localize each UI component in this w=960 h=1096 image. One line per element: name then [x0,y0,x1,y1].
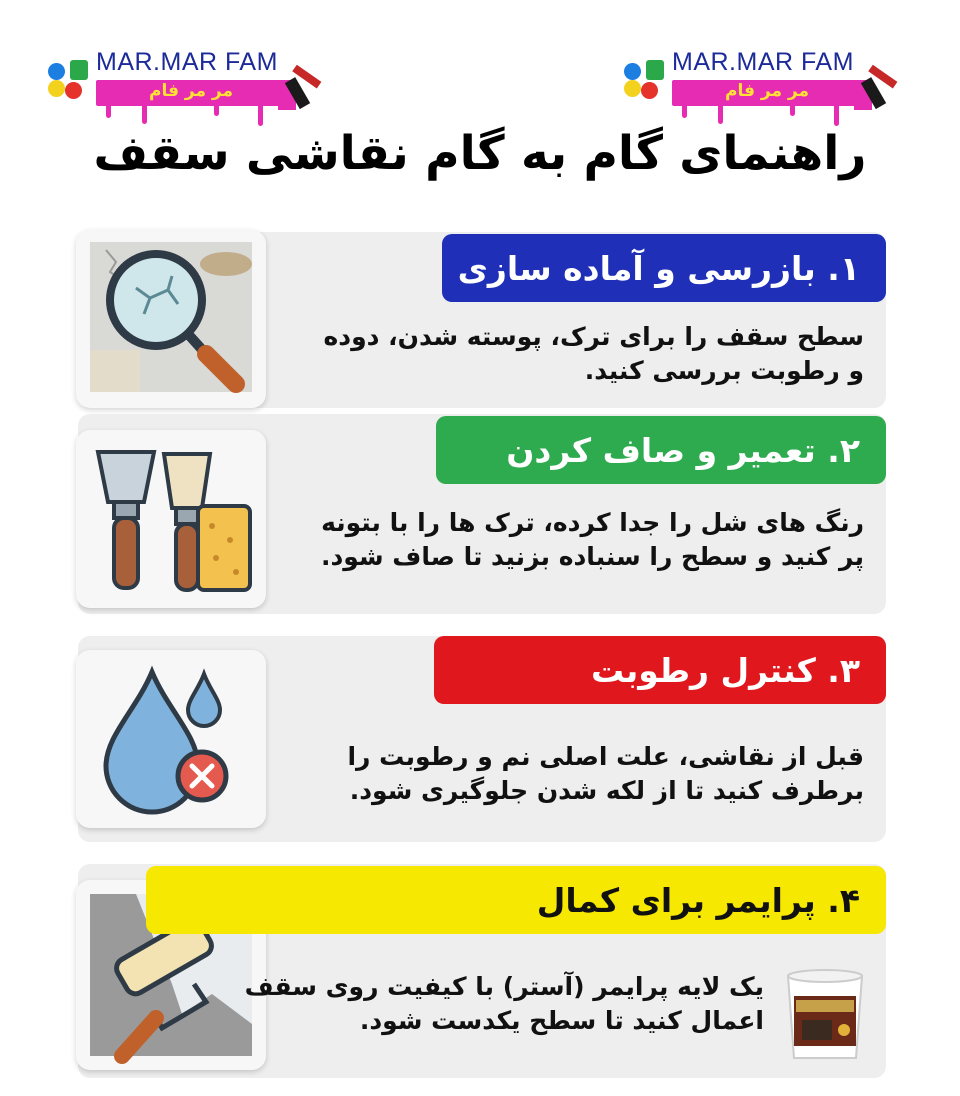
putty-knife-sponge-icon [76,430,266,608]
step-heading-text-1: ۱. بازرسی و آماده سازی [457,248,860,288]
logo-brand-text: MAR.MAR FAM [672,48,854,76]
logo-dots-icon [48,60,88,100]
step-heading-3 [434,636,886,704]
logo-brand-text: MAR.MAR FAM [96,48,278,76]
step-description-1 [324,320,864,388]
step-icon-box-2 [76,430,266,608]
water-drop-cancel-icon [76,650,266,828]
step-icon-box-1 [76,230,266,408]
logo-persian-text: مر مر فام [148,81,233,101]
step-description-line: پر کنید و سطح را سنباده بزنید تا صاف شود. [320,542,864,571]
magnifier-crack-icon [76,230,266,408]
paint-brush-icon [852,54,912,110]
step-heading-4 [146,866,886,934]
step-description-line: برطرف کنید تا از لکه شدن جلوگیری شود. [349,776,864,805]
step-description-3 [347,740,864,808]
step-heading-text-3: ۳. کنترل رطوبت [590,650,860,690]
step-description-line: و رطوبت بررسی کنید. [584,356,864,385]
paint-brush-icon [276,54,336,110]
step-description-line: قبل از نقاشی، علت اصلی نم و رطوبت را [347,742,864,771]
page-title: راهنمای گام به گام نقاشی سقف [93,126,867,181]
step-description-line: یک لایه پرایمر (آستر) با کیفیت روی سقف [244,972,764,1001]
step-description-4 [245,970,764,1038]
brand-logo-right [620,48,920,128]
logo-persian-bar [96,80,286,106]
step-heading-1 [442,234,886,302]
step-description-line: رنگ های شل را جدا کرده، ترک ها را با بتونه [321,508,864,537]
step-heading-text-2: ۲. تعمیر و صاف کردن [506,430,860,470]
step-description-2 [321,506,864,574]
step-heading-2 [436,416,886,484]
step-description-line: سطح سقف را برای ترک، پوسته شدن، دوده [323,322,864,351]
step-description-line: اعمال کنید تا سطح یکدست شود. [359,1006,764,1035]
primer-bucket-image [782,966,868,1062]
brand-logo-left [44,48,344,128]
step-heading-text-4: ۴. پرایمر برای کمال [536,880,860,920]
logo-persian-text: مر مر فام [724,81,809,101]
logo-persian-bar [672,80,862,106]
logo-dots-icon [624,60,664,100]
step-icon-box-3 [76,650,266,828]
